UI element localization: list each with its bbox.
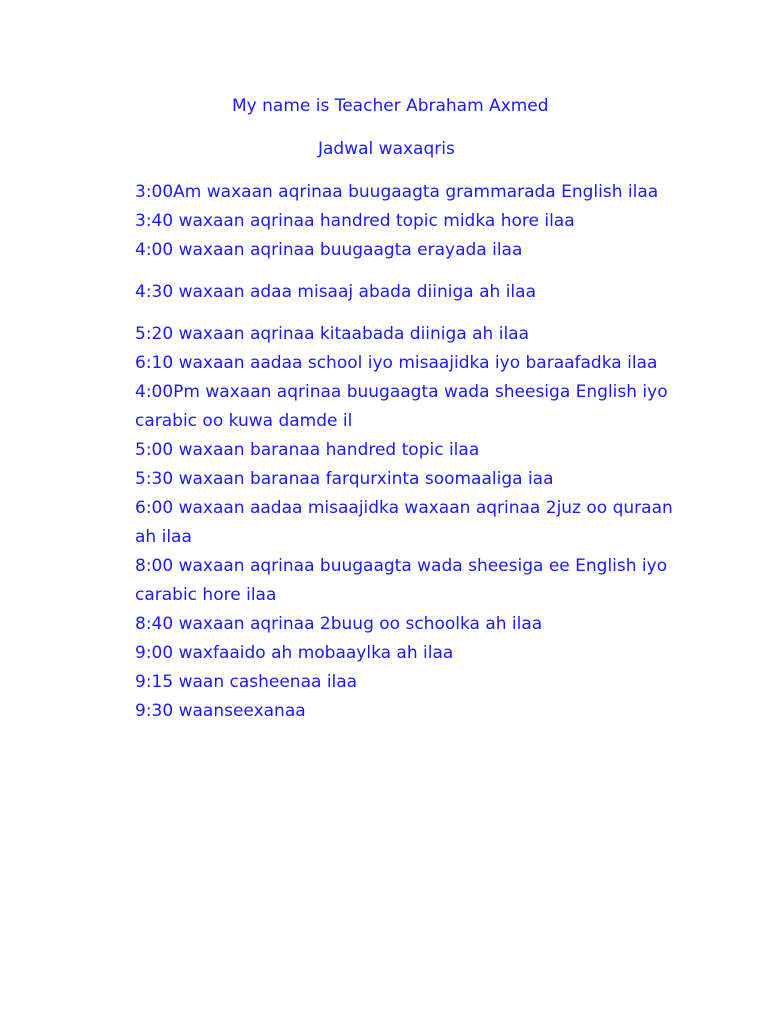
schedule-entry: 8:00 waxaan aqrinaa buugaagta wada sheesiga ee English iyo carabic hore ilaa [135,556,668,605]
schedule-entry: 9:30 waanseexanaa [135,701,306,721]
schedule-entry: 5:00 waxaan baranaa handred topic ilaa [135,440,480,460]
schedule-list [135,178,685,726]
schedule-entry: 6:00 waxaan aadaa misaajidka waxaan aqrinaa 2juz oo quraan ah ilaa [135,498,673,547]
schedule-entry: 8:40 waxaan aqrinaa 2buug oo schoolka ah ilaa [135,614,543,634]
schedule-entry: 3:00Am waxaan aqrinaa buugaagta grammarada English ilaa [135,182,659,202]
schedule-entry: 4:00 waxaan aqrinaa buugaagta erayada ilaa [135,240,523,260]
schedule-entry: 4:00Pm waxaan aqrinaa buugaagta wada sheesiga English iyo carabic oo kuwa damde il [135,382,668,431]
schedule-entry: 4:30 waxaan adaa misaaj abada diiniga ah ilaa [135,282,536,302]
schedule-entry: 5:30 waxaan baranaa farqurxinta soomaaliga iaa [135,469,554,489]
schedule-entry: 5:20 waxaan aqrinaa kitaabada diiniga ah ilaa [135,324,530,344]
schedule-entry: 3:40 waxaan aqrinaa handred topic midka hore ilaa [135,211,575,231]
schedule-entry: 6:10 waxaan aadaa school iyo misaajidka iyo baraafadka ilaa [135,353,658,373]
schedule-entry: 9:15 waan casheenaa ilaa [135,672,358,692]
schedule-entry: 9:00 waxfaaido ah mobaaylka ah ilaa [135,643,454,663]
page-subtitle: Jadwal waxaqris [318,139,455,159]
page-title: My name is Teacher Abraham Axmed [232,96,549,116]
